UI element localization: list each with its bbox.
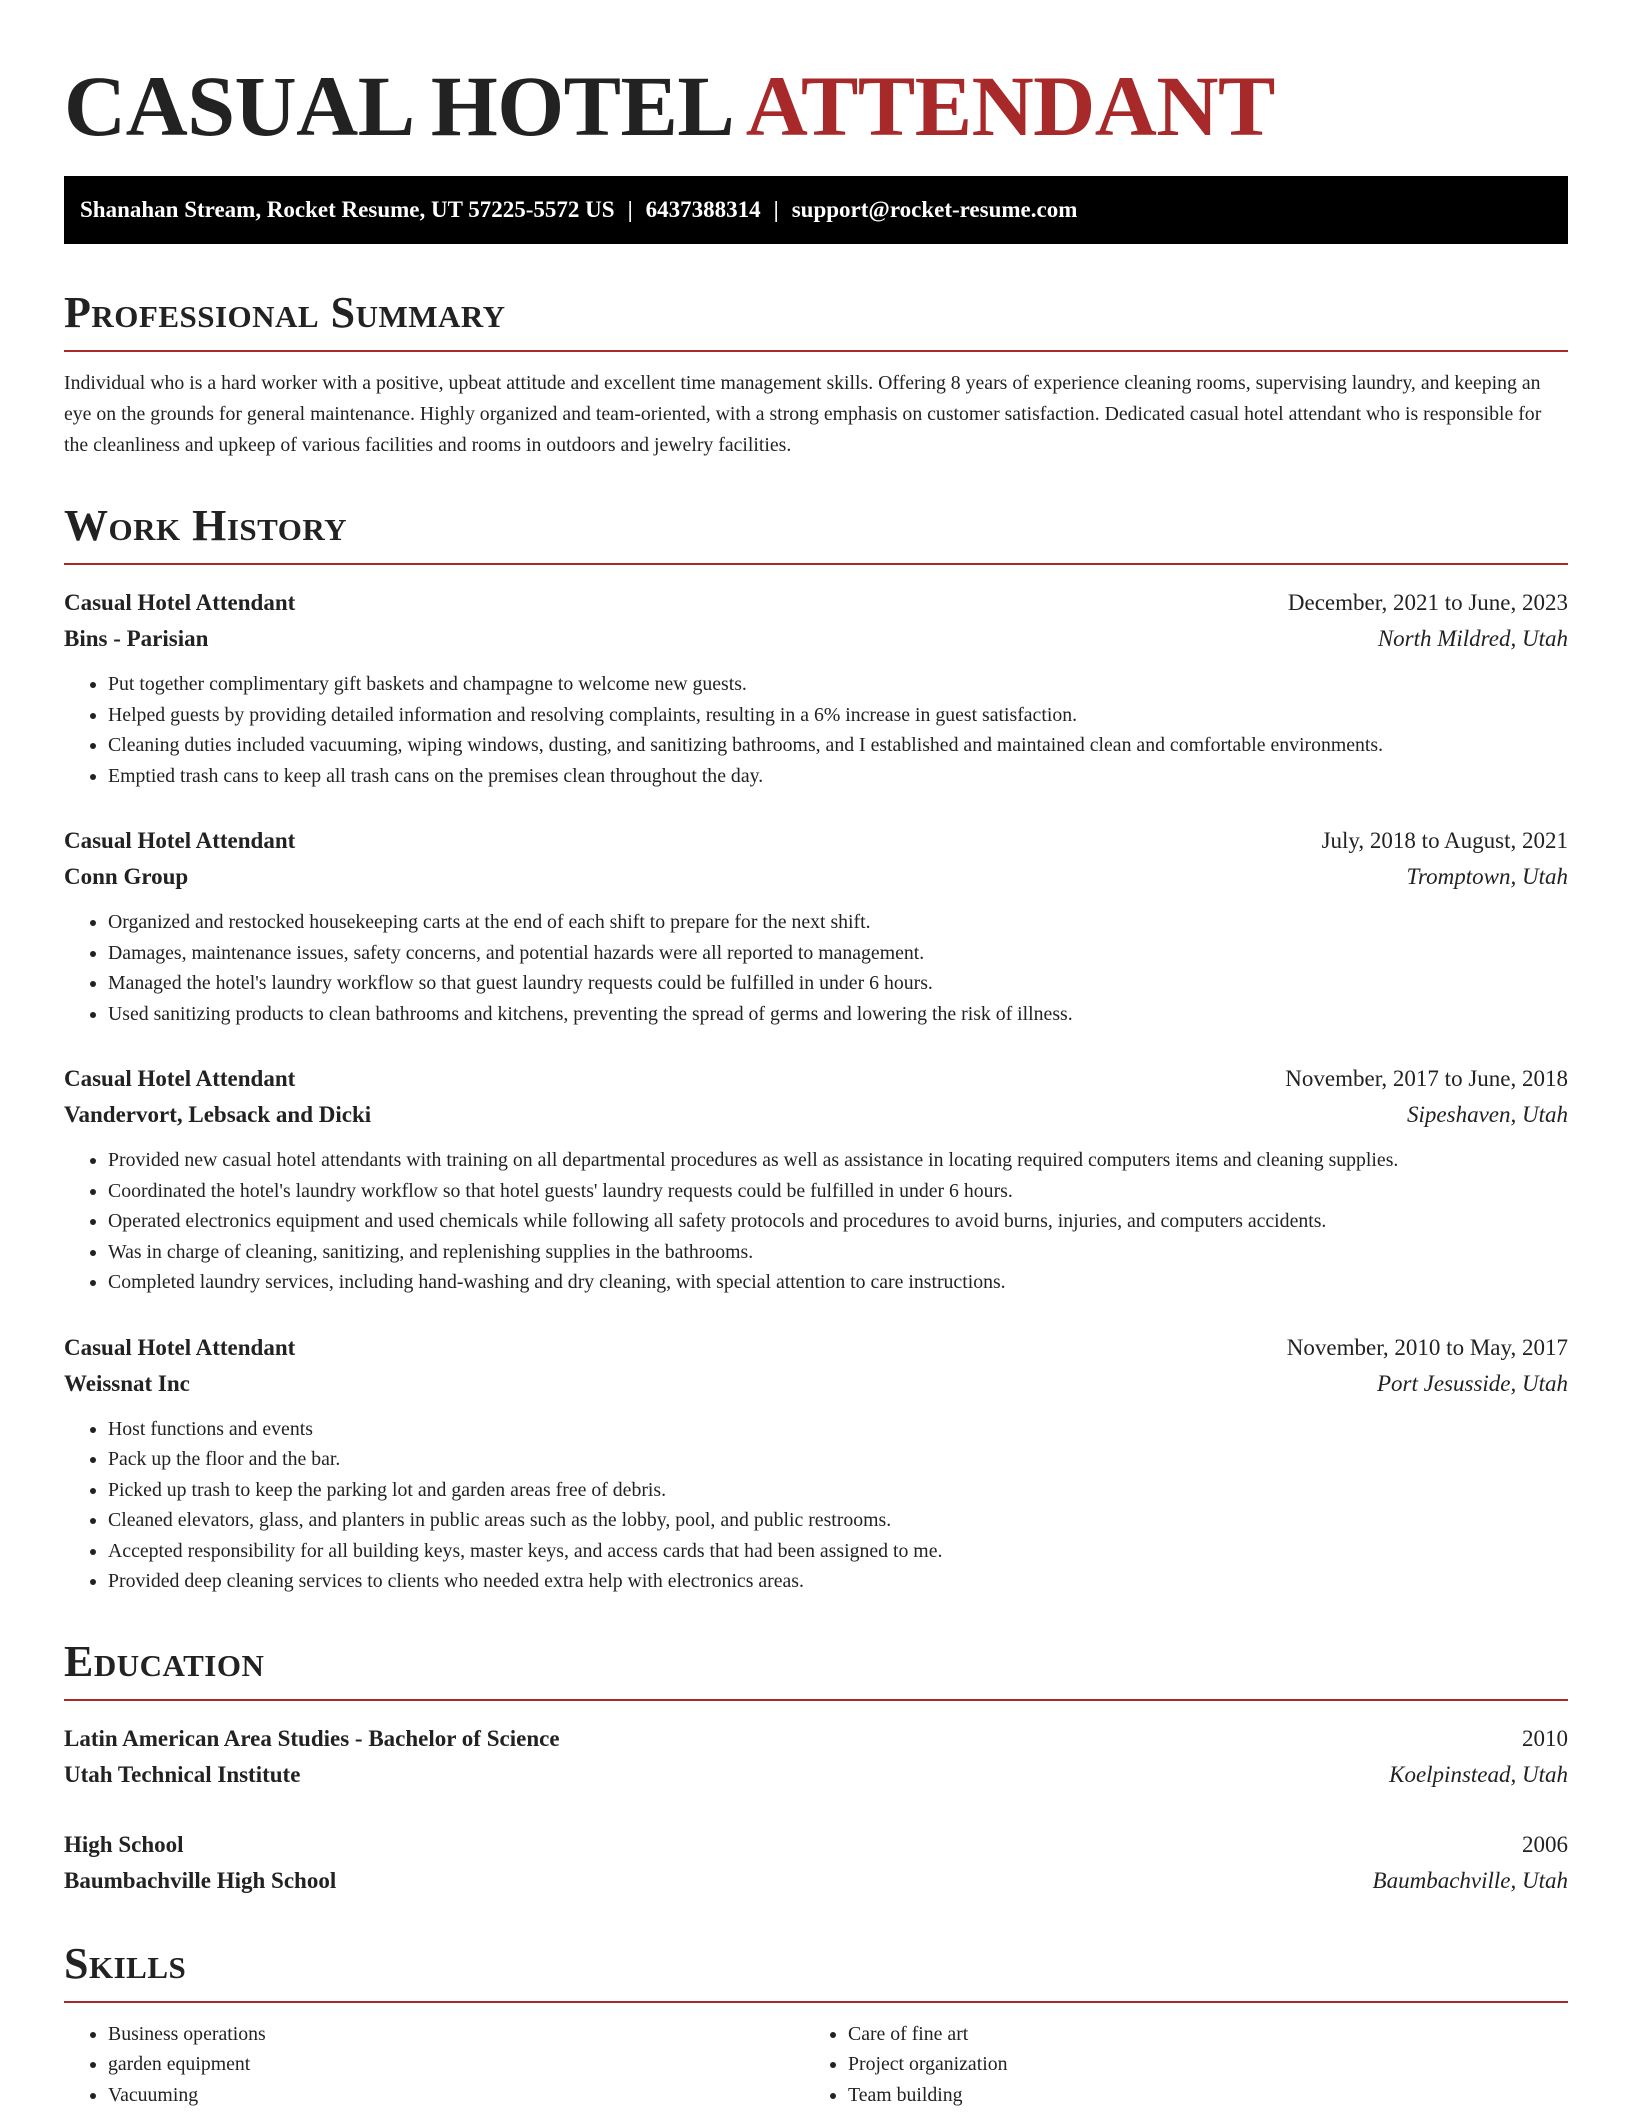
job-entry xyxy=(64,1061,1568,1298)
job-title: Casual Hotel Attendant xyxy=(64,1334,296,1360)
skill-item: • Care of fine art xyxy=(848,2019,1544,2050)
summary-text: Individual who is a hard worker with a positive, upbeat attitude and excellent time management skills. Offering 8 years of experience cleaning rooms, supervising laundry, and keeping an eye on the grounds for general maintenance. Highly organized and team-oriented, with a strong emphasis on customer satisfaction. Dedicated casual hotel attendant who is responsible for the cleanliness and upkeep of various facilities and rooms in outdoors and jewelry facilities. xyxy=(64,372,1542,456)
education-location: Baumbachville, Utah xyxy=(1372,1867,1568,1893)
contact-phone: 6437388314 xyxy=(645,197,761,222)
job-duties xyxy=(64,907,1568,1029)
job-duty: • Cleaning duties included vacuuming, wiping windows, dusting, and sanitizing bathrooms, and I established and maintained clean and comfortable environments. xyxy=(108,730,1568,761)
education-year: 2010 xyxy=(1522,1725,1568,1751)
job-duty: • Put together complimentary gift baskets and champagne to welcome new guests. xyxy=(108,669,1568,700)
job-location: Sipeshaven, Utah xyxy=(1407,1102,1568,1127)
skills-heading: Skills xyxy=(64,1939,1568,2003)
job-duty: • Managed the hotel's laundry workflow so that guest laundry requests could be fulfilled in under 6 hours. xyxy=(108,968,1568,999)
job-entry xyxy=(64,585,1568,791)
job-title: Casual Hotel Attendant xyxy=(64,1066,296,1091)
education-entry xyxy=(64,1827,1568,1899)
job-duty: • Organized and restocked housekeeping carts at the end of each shift to prepare for the next shift. xyxy=(108,907,1568,938)
skills-list xyxy=(64,2019,1568,2111)
job-entry xyxy=(64,823,1568,1029)
education-degree: High School xyxy=(64,1831,184,1857)
job-title: Casual Hotel Attendant xyxy=(64,828,296,853)
job-location: North Mildred, Utah xyxy=(1377,626,1568,651)
job-location: Tromptown, Utah xyxy=(1406,864,1568,889)
job-company: Weissnat Inc xyxy=(64,1370,190,1396)
job-duty: • Host functions and events xyxy=(108,1414,1568,1445)
job-duty: • Helped guests by providing detailed information and resolving complaints, resulting in a 6% increase in guest satisfaction. xyxy=(108,700,1568,731)
job-duty: • Was in charge of cleaning, sanitizing, and replenishing supplies in the bathrooms. xyxy=(108,1237,1568,1268)
resume-title xyxy=(64,0,1568,156)
job-duty: • Cleaned elevators, glass, and planters in public areas such as the lobby, pool, and public restrooms. xyxy=(108,1505,1568,1536)
education-school: Baumbachville High School xyxy=(64,1867,337,1893)
contact-separator: | xyxy=(627,197,633,222)
education-entry xyxy=(64,1721,1568,1793)
job-duty: • Damages, maintenance issues, safety concerns, and potential hazards were all reported to management. xyxy=(108,938,1568,969)
education-degree: Latin American Area Studies - Bachelor of Science xyxy=(64,1725,560,1751)
job-company: Conn Group xyxy=(64,864,189,889)
contact-bar xyxy=(64,176,1568,244)
job-dates: December, 2021 to June, 2023 xyxy=(1287,590,1568,615)
education-heading: Education xyxy=(64,1637,1568,1701)
contact-separator: | xyxy=(773,197,779,222)
job-dates: November, 2010 to May, 2017 xyxy=(1286,1334,1568,1360)
skill-item: • Project organization xyxy=(848,2049,1544,2080)
job-dates: July, 2018 to August, 2021 xyxy=(1321,828,1568,853)
skill-item: • Vacuuming xyxy=(108,2080,804,2111)
title-main: CASUAL HOTEL xyxy=(64,58,730,154)
job-dates: November, 2017 to June, 2018 xyxy=(1285,1066,1568,1091)
contact-email[interactable]: support@rocket-resume.com xyxy=(791,197,1078,222)
job-duty: • Provided new casual hotel attendants with training on all departmental procedures as well as assistance in locating required computers items and cleaning supplies. xyxy=(108,1145,1568,1176)
skills-column-right xyxy=(804,2019,1544,2111)
job-duty: • Completed laundry services, including hand-washing and dry cleaning, with special attention to care instructions. xyxy=(108,1267,1568,1298)
skill-item: • garden equipment xyxy=(108,2049,804,2080)
contact-address: Shanahan Stream, Rocket Resume, UT 57225-5572 US xyxy=(80,197,615,222)
job-location: Port Jesusside, Utah xyxy=(1376,1370,1568,1396)
job-duty: • Emptied trash cans to keep all trash cans on the premises clean throughout the day. xyxy=(108,761,1568,792)
job-company: Vandervort, Lebsack and Dicki xyxy=(64,1102,372,1127)
job-duties xyxy=(64,1414,1568,1597)
job-duty: • Pack up the floor and the bar. xyxy=(108,1444,1568,1475)
education-year: 2006 xyxy=(1522,1831,1568,1857)
job-entry xyxy=(64,1330,1568,1597)
job-duty: • Used sanitizing products to clean bathrooms and kitchens, preventing the spread of germs and lowering the risk of illness. xyxy=(108,999,1568,1030)
job-duty: • Provided deep cleaning services to clients who needed extra help with electronics areas. xyxy=(108,1566,1568,1597)
skill-item: • Business operations xyxy=(108,2019,804,2050)
job-duty: • Accepted responsibility for all building keys, master keys, and access cards that had been assigned to me. xyxy=(108,1536,1568,1567)
job-duty: • Coordinated the hotel's laundry workflow so that hotel guests' laundry requests could be fulfilled in under 6 hours. xyxy=(108,1176,1568,1207)
job-company: Bins - Parisian xyxy=(64,626,209,651)
skill-item: • Team building xyxy=(848,2080,1544,2111)
job-duty: • Picked up trash to keep the parking lot and garden areas free of debris. xyxy=(108,1475,1568,1506)
job-duties xyxy=(64,1145,1568,1298)
work-history-heading: Work History xyxy=(64,501,1568,565)
job-duty: • Operated electronics equipment and used chemicals while following all safety protocols and procedures to avoid burns, injuries, and computers accidents. xyxy=(108,1206,1568,1237)
skills-column-left xyxy=(64,2019,804,2111)
education-school: Utah Technical Institute xyxy=(64,1761,301,1787)
job-duties xyxy=(64,669,1568,791)
summary-heading: Professional Summary xyxy=(64,288,1568,352)
education-location: Koelpinstead, Utah xyxy=(1389,1761,1568,1787)
job-title: Casual Hotel Attendant xyxy=(64,590,296,615)
title-accent: ATTENDANT xyxy=(745,58,1275,154)
